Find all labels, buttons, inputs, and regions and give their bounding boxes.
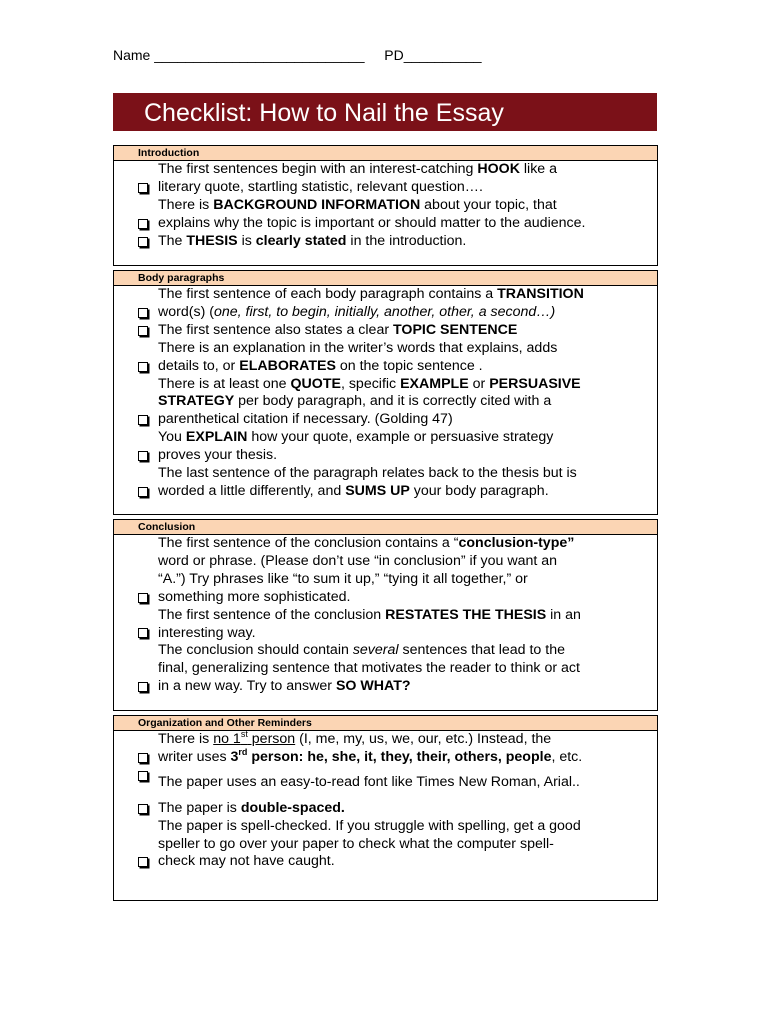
checkbox-icon[interactable] [138, 326, 148, 336]
name-label: Name [113, 47, 151, 63]
section-conclusion [113, 519, 658, 711]
section-heading: Organization and Other Reminders [114, 716, 657, 731]
checklist-item-thesis: The THESIS is clearly stated in the introduction. [114, 233, 657, 251]
pd-blank[interactable]: __________ [403, 47, 482, 63]
checkbox-icon[interactable] [138, 593, 148, 603]
checklist-item-elaborates: There is an explanation in the writer’s words that explains, adds details to, or ELABORATES on the topic sentence . [114, 340, 657, 376]
page-title: Checklist: How to Nail the Essay [113, 93, 657, 131]
checklist-item-background: There is BACKGROUND INFORMATION about your topic, that explains why the topic is important or should matter to the audience. [114, 197, 657, 233]
checklist-item-restates-thesis: The first sentence of the conclusion RESTATES THE THESIS in an interesting way. [114, 607, 657, 643]
section-organization [113, 715, 658, 901]
name-pd-line [113, 47, 482, 63]
checklist-item-third-person: There is no 1st person (I, me, my, us, we, our, etc.) Instead, the writer uses 3rd person: he, she, it, they, their, others, people, etc. [114, 731, 657, 767]
pd-label: PD [384, 47, 404, 63]
section-heading: Conclusion [114, 520, 657, 535]
checklist-item-topic-sentence: The first sentence also states a clear TOPIC SENTENCE [114, 322, 657, 340]
checklist-item-hook: The first sentences begin with an interest-catching HOOK like a literary quote, startling statistic, relevant question…. [114, 161, 657, 197]
checkbox-icon[interactable] [138, 219, 148, 229]
section-introduction [113, 145, 658, 266]
checkbox-icon[interactable] [138, 487, 148, 497]
checklist-item-transition: The first sentence of each body paragraph contains a TRANSITION word(s) (one, first, to begin, initially, another, other, a second…) [114, 286, 657, 322]
checklist-item-spell-checked: The paper is spell-checked. If you struggle with spelling, get a good speller to go over your paper to check what the computer spell- check may not have caught. [114, 818, 657, 872]
checklist-item-font: The paper uses an easy-to-read font like Times New Roman, Arial.. [114, 767, 657, 792]
checklist-item-conclusion-type: The first sentence of the conclusion contains a “conclusion-type” word or phrase. (Please don’t use “in conclusion” if you want an “A.”) Try phrases like “to sum it up,” “tying it all together,” or something more sophisticated. [114, 535, 657, 607]
checkbox-icon[interactable] [138, 857, 148, 867]
checklist-item-explain: You EXPLAIN how your quote, example or persuasive strategy proves your thesis. [114, 429, 657, 465]
checkbox-icon[interactable] [138, 753, 148, 763]
checklist-item-quote: There is at least one QUOTE, specific EXAMPLE or PERSUASIVE STRATEGY per body paragraph, and it is correctly cited with a parenthetical citation if necessary. (Golding 47) [114, 376, 657, 430]
section-body-paragraphs [113, 270, 658, 515]
section-heading: Introduction [114, 146, 657, 161]
checklist-item-double-spaced: The paper is double-spaced. [114, 792, 657, 818]
checkbox-icon[interactable] [138, 804, 148, 814]
checkbox-icon[interactable] [138, 628, 148, 638]
checkbox-icon[interactable] [138, 308, 148, 318]
section-heading: Body paragraphs [114, 271, 657, 286]
checkbox-icon[interactable] [138, 771, 148, 781]
checkbox-icon[interactable] [138, 451, 148, 461]
name-blank[interactable]: ___________________________ [154, 47, 365, 63]
checkbox-icon[interactable] [138, 682, 148, 692]
checkbox-icon[interactable] [138, 415, 148, 425]
checkbox-icon[interactable] [138, 183, 148, 193]
checklist-item-so-what: The conclusion should contain several sentences that lead to the final, generalizing sentence that motivates the reader to think or act in a new way. Try to answer SO WHAT? [114, 642, 657, 696]
checklist-item-sums-up: The last sentence of the paragraph relates back to the thesis but is worded a little differently, and SUMS UP your body paragraph. [114, 465, 657, 501]
checkbox-icon[interactable] [138, 362, 148, 372]
checkbox-icon[interactable] [138, 237, 148, 247]
